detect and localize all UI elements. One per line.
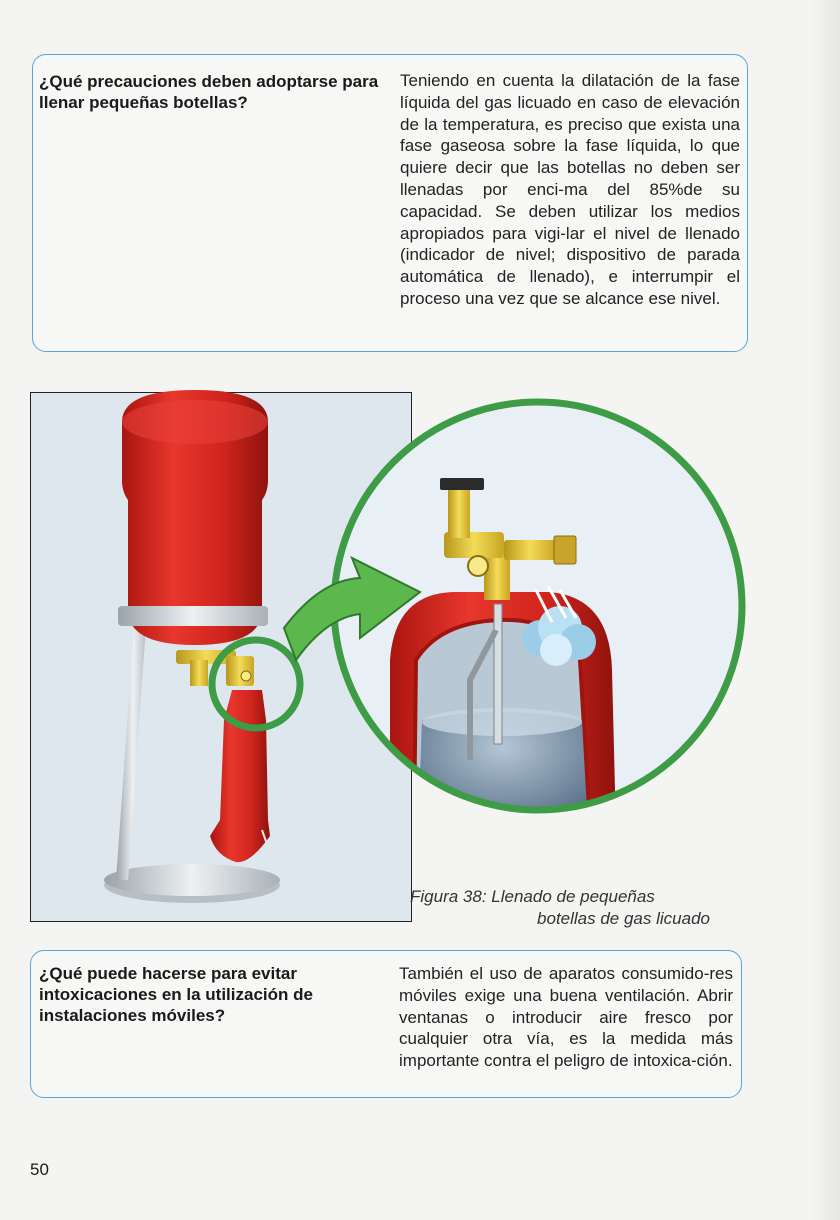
qa-box-filling-precautions bbox=[32, 54, 748, 352]
answer-text: Teniendo en cuenta la dilatación de la fase líquida del gas licuado en caso de elevación de la temperatura, es preciso que exista una fase gaseosa sobre la fase líquida, lo que quiere decir que las botellas no deben ser llenadas por enci-ma del 85%de su capacidad. Se deben utilizar los medios apropiados para vigi-lar el nivel de llenado (indicador de nivel; dispositivo de parada automática de llenado), e interrumpir el proceso una vez que se alcance ese nivel. bbox=[400, 71, 740, 308]
page-number: 50 bbox=[30, 1160, 49, 1179]
question-heading: ¿Qué puede hacerse para evitar intoxicaciones en la utilización de instalaciones móviles? bbox=[39, 964, 313, 1025]
caption-line-2: botellas de gas licuado bbox=[537, 909, 710, 928]
caption-line-1: Figura 38: Llenado de pequeñas bbox=[410, 887, 655, 906]
figure-caption bbox=[410, 886, 710, 930]
answer-text: También el uso de aparatos consumido-res móviles exige una buena ventilación. Abrir ventanas o introducir aire fresco por cualquier otra vía, es la medida más importante contra el peligro de intoxica-ción. bbox=[399, 964, 733, 1071]
large-gas-cylinder-icon bbox=[118, 390, 268, 645]
page-edge-shadow bbox=[810, 0, 840, 1220]
filling-illustration bbox=[0, 360, 800, 920]
question-heading: ¿Qué precauciones deben adoptarse para llenar pequeñas botellas? bbox=[39, 72, 379, 112]
qa-box-intoxication-prevention bbox=[30, 950, 742, 1098]
